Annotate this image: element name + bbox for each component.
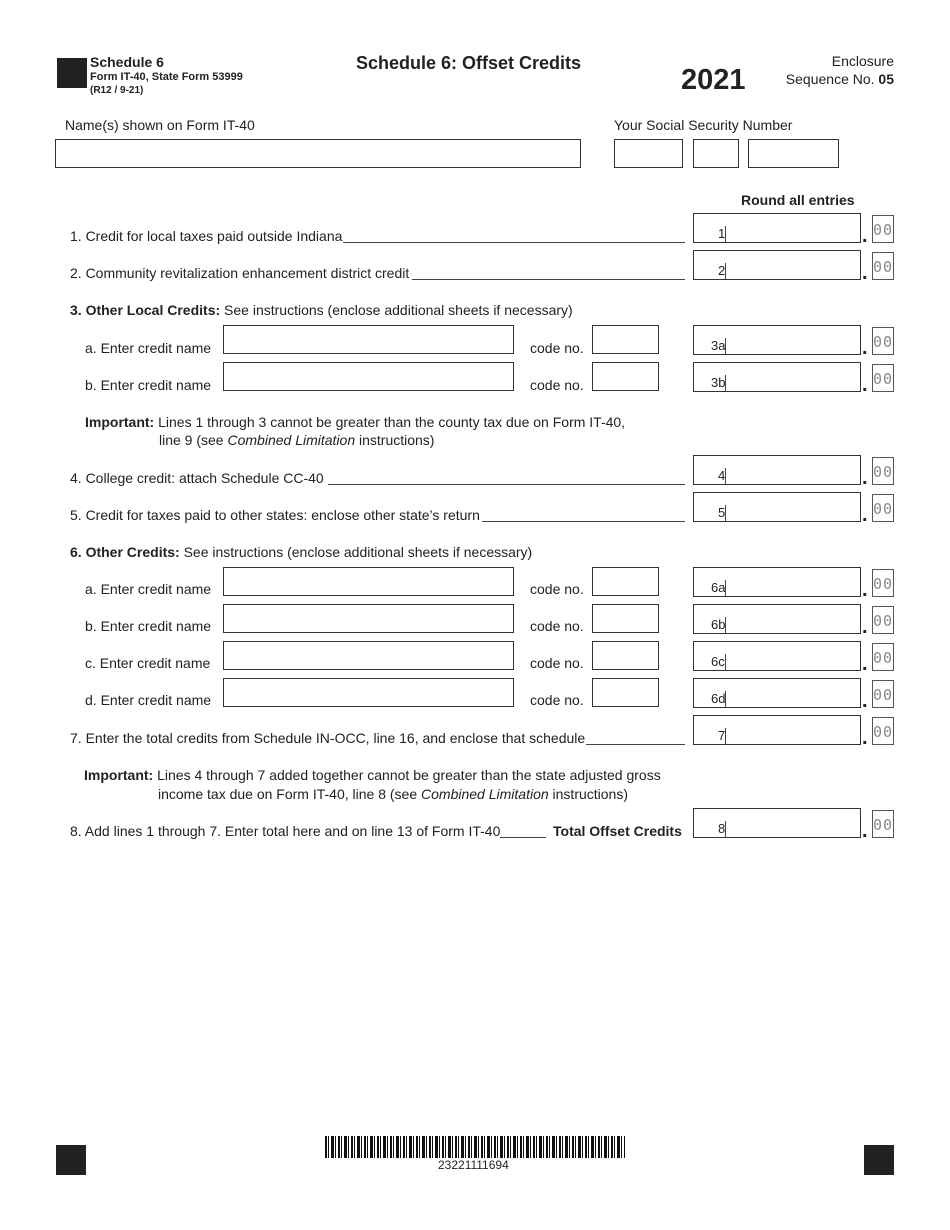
line-2-amount-input[interactable] — [693, 250, 861, 280]
line-2-decimal: . — [862, 262, 868, 284]
line-3a-code-label: code no. — [530, 340, 584, 356]
important-note-2-italic: Combined Limitation — [421, 786, 549, 802]
line-8-cents: 00 — [872, 810, 894, 838]
line-1-decimal: . — [862, 225, 868, 247]
line-6a-label: a. Enter credit name — [85, 581, 212, 597]
line-6-instructions: See instructions (enclose additional sheets if necessary) — [183, 544, 533, 560]
line-6-bold-label: 6. Other Credits: — [70, 544, 180, 560]
line-7-amount-input[interactable] — [693, 715, 861, 745]
form-number: Form IT-40, — [90, 71, 149, 83]
line-4-number: 4 — [718, 468, 726, 483]
line-6c-code-input[interactable] — [592, 641, 659, 670]
line-6b-label: b. Enter credit name — [85, 618, 212, 634]
names-input[interactable] — [55, 139, 581, 168]
barcode-number: 23221111694 — [438, 1158, 509, 1172]
line-6c-number: 6c — [711, 654, 725, 669]
enclosure-label: Enclosure — [831, 53, 894, 69]
tax-year: 2021 — [681, 64, 746, 96]
names-label: Name(s) shown on Form IT-40 — [65, 117, 255, 133]
line-6b-cents: 00 — [872, 606, 894, 634]
line-6a-amount-input[interactable] — [693, 567, 861, 597]
sequence-value: 05 — [878, 71, 894, 87]
line-4-cents: 00 — [872, 457, 894, 485]
form-label — [90, 71, 243, 83]
line-3a-cents: 00 — [872, 327, 894, 355]
important-note-2-line-1 — [84, 767, 661, 783]
line-5-number: 5 — [718, 505, 726, 520]
line-1-leader — [343, 242, 685, 243]
line-8-decimal: . — [862, 820, 868, 842]
important-note-2-text-2b: instructions) — [548, 786, 628, 802]
sequence-label: Sequence No. — [785, 71, 875, 87]
line-6c-label: c. Enter credit name — [85, 655, 211, 671]
line-7-cents: 00 — [872, 717, 894, 745]
line-6b-decimal: . — [862, 616, 868, 638]
line-6d-code-input[interactable] — [592, 678, 659, 707]
line-6d-label: d. Enter credit name — [85, 692, 212, 708]
line-6d-cents: 00 — [872, 680, 894, 708]
line-8-label: 8. Add lines 1 through 7. Enter total here and on line 13 of Form IT-40 — [70, 823, 501, 839]
ssn-label: Your Social Security Number — [614, 117, 793, 133]
line-5-cents: 00 — [872, 494, 894, 522]
line-4-decimal: . — [862, 467, 868, 489]
line-3b-credit-name-input[interactable] — [223, 362, 514, 391]
line-2-number: 2 — [718, 263, 726, 278]
line-6b-code-label: code no. — [530, 618, 584, 634]
line-6c-credit-name-input[interactable] — [223, 641, 514, 670]
line-6b-credit-name-input[interactable] — [223, 604, 514, 633]
line-3a-code-input[interactable] — [592, 325, 659, 354]
important-note-1-line-2 — [159, 432, 434, 448]
line-6-header — [70, 544, 532, 560]
line-6a-credit-name-input[interactable] — [223, 567, 514, 596]
line-3a-number: 3a — [711, 338, 726, 353]
line-3b-decimal: . — [862, 374, 868, 396]
line-5-amount-input[interactable] — [693, 492, 861, 522]
line-6d-amount-input[interactable] — [693, 678, 861, 708]
page-title: Schedule 6: Offset Credits — [356, 53, 582, 73]
barcode-image — [325, 1136, 625, 1158]
line-2-cents: 00 — [872, 252, 894, 280]
ssn-part2-input[interactable] — [693, 139, 739, 168]
revision-label: (R12 / 9-21) — [90, 85, 144, 96]
line-3b-cents: 00 — [872, 364, 894, 392]
line-6b-number: 6b — [711, 617, 726, 632]
line-7-decimal: . — [862, 727, 868, 749]
line-7-label: 7. Enter the total credits from Schedule IN-OCC, line 16, and enclose that schedule — [70, 730, 586, 746]
sequence-number — [786, 71, 894, 87]
line-8-number: 8 — [718, 821, 726, 836]
line-4-label: 4. College credit: attach Schedule CC-40 — [70, 470, 324, 486]
line-2-leader — [412, 279, 685, 280]
line-5-label: 5. Credit for taxes paid to other states: enclose other state’s return — [70, 507, 480, 523]
line-1-amount-input[interactable] — [693, 213, 861, 243]
important-note-1-italic: Combined Limitation — [227, 432, 356, 448]
line-7-number: 7 — [718, 728, 726, 743]
line-3b-code-label: code no. — [530, 377, 584, 393]
registration-mark-top-left — [57, 58, 87, 88]
line-3-instructions: See instructions (enclose additional sheets if necessary) — [224, 302, 573, 318]
line-6c-amount-input[interactable] — [693, 641, 861, 671]
line-2-label: 2. Community revitalization enhancement district credit — [70, 265, 410, 281]
line-6d-number: 6d — [711, 691, 726, 706]
ssn-part1-input[interactable] — [614, 139, 683, 168]
line-4-leader — [328, 484, 685, 485]
line-8-leader — [500, 837, 546, 838]
line-3a-credit-name-input[interactable] — [223, 325, 514, 354]
line-3a-amount-input[interactable] — [693, 325, 861, 355]
line-3-header — [70, 302, 573, 318]
important-note-1-label: Important: — [85, 414, 155, 430]
state-form-number: State Form 53999 — [151, 71, 243, 83]
line-1-number: 1 — [718, 226, 726, 241]
ssn-part3-input[interactable] — [748, 139, 839, 168]
important-note-1-text: Lines 1 through 3 cannot be greater than the county tax due on Form IT-40, — [158, 414, 626, 430]
important-note-1-line-1 — [85, 414, 625, 430]
line-7-leader — [586, 744, 685, 745]
line-6a-number: 6a — [711, 580, 726, 595]
line-6c-cents: 00 — [872, 643, 894, 671]
important-note-2-line-2 — [158, 786, 628, 802]
important-note-1-text-2b: instructions) — [355, 432, 435, 448]
line-3b-number: 3b — [711, 375, 726, 390]
line-6c-code-label: code no. — [530, 655, 584, 671]
registration-mark-bottom-right — [864, 1145, 894, 1175]
line-6b-code-input[interactable] — [592, 604, 659, 633]
line-6d-decimal: . — [862, 690, 868, 712]
important-note-2-label: Important: — [84, 767, 154, 783]
line-6b-amount-input[interactable] — [693, 604, 861, 634]
line-6a-code-input[interactable] — [592, 567, 659, 596]
line-6c-decimal: . — [862, 653, 868, 675]
line-4-amount-input[interactable] — [693, 455, 861, 485]
line-6a-decimal: . — [862, 579, 868, 601]
line-6a-code-label: code no. — [530, 581, 584, 597]
total-offset-credits-label: Total Offset Credits — [553, 823, 682, 839]
schedule-label: Schedule 6 — [90, 54, 164, 70]
line-3b-code-input[interactable] — [592, 362, 659, 391]
line-3b-label: b. Enter credit name — [85, 377, 212, 393]
line-8-amount-input[interactable] — [693, 808, 861, 838]
line-3b-amount-input[interactable] — [693, 362, 861, 392]
line-6d-code-label: code no. — [530, 692, 584, 708]
registration-mark-bottom-left — [56, 1145, 86, 1175]
line-3-bold-label: 3. Other Local Credits: — [70, 302, 221, 318]
line-1-label: 1. Credit for local taxes paid outside Indiana — [70, 228, 343, 244]
important-note-2-text-2a: income tax due on Form IT-40, line 8 (see — [158, 786, 422, 802]
line-5-leader — [482, 521, 685, 522]
line-6a-cents: 00 — [872, 569, 894, 597]
line-6d-credit-name-input[interactable] — [223, 678, 514, 707]
line-5-decimal: . — [862, 504, 868, 526]
line-1-cents: 00 — [872, 215, 894, 243]
line-3a-decimal: . — [862, 337, 868, 359]
important-note-2-text: Lines 4 through 7 added together cannot be greater than the state adjusted gross — [157, 767, 661, 783]
round-entries-label: Round all entries — [741, 192, 855, 208]
line-3a-label: a. Enter credit name — [85, 340, 212, 356]
important-note-1-text-2a: line 9 (see — [159, 432, 228, 448]
